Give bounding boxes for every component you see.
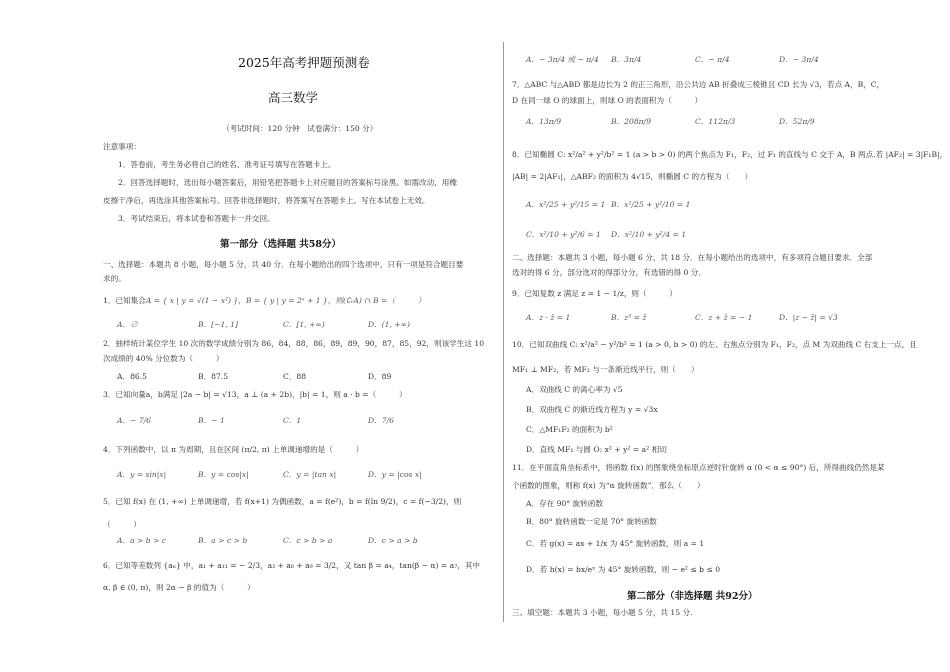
note-3: 3．考试结束后，将本试卷和答题卡一并交回。	[118, 214, 275, 223]
q10-option-a[interactable]: A．双曲线 C 的离心率为 √5	[526, 385, 623, 394]
q6-option-b[interactable]: B．3π/4	[611, 55, 642, 64]
q10-stem-a: 10．已知双曲线 C: x²/a² − y²/b² = 1 (a > 0, b > 0) 的左、右焦点分别为 F₁，F₂，点 M 为双曲线 C 右支上一点，且	[512, 340, 917, 349]
q8-stem-b: |AB| = 2|AF₁|，△ABF₂ 的面积为 4√15，则椭圆 C 的方程为（ ）	[512, 172, 753, 181]
note-1: 1．答卷前，考生务必将自己的姓名、准考证号填写在答题卡上。	[118, 160, 336, 169]
q3-option-b[interactable]: B．− 1	[198, 416, 225, 425]
q6-option-a[interactable]: A．− 3π/4 或 − π/4	[526, 55, 599, 64]
q3-option-c[interactable]: C．1	[283, 416, 302, 425]
q8-option-c[interactable]: C．x²/10 + y²/6 = 1	[526, 230, 601, 239]
q7-option-a[interactable]: A．13π/9	[526, 117, 562, 126]
column-divider	[503, 42, 504, 622]
section-2-intro-a: 二、选择题：本题共 3 小题，每小题 6 分，共 18 分．在每小题给出的选项中，有多项符合题目要求．全部	[512, 253, 873, 262]
q1-option-c[interactable]: C．[1, +∞)	[283, 320, 325, 329]
q3-option-a[interactable]: A．− 7/6	[117, 416, 152, 425]
q10-option-d[interactable]: D．直线 MF₁ 与圆 O: x² + y² = a² 相切	[526, 445, 667, 454]
q10-option-b[interactable]: B．双曲线 C 的渐近线方程为 y = √3x	[526, 405, 658, 414]
q2-option-a[interactable]: A．86.5	[117, 372, 147, 381]
section-3-intro: 三、填空题：本题共 3 小题，每小题 5 分，共 15 分.	[512, 608, 693, 617]
q1-option-a[interactable]: A．∅	[117, 320, 138, 329]
q1-label: 1．已知集合	[103, 296, 146, 305]
q5-option-d[interactable]: D．c > a > b	[368, 536, 418, 545]
q8-option-b[interactable]: B．x²/25 + y²/10 = 1	[611, 200, 691, 209]
q4-option-d[interactable]: D．y = |cos x|	[368, 470, 422, 479]
q11-option-d[interactable]: D．若 h(x) = bx/eˣ 为 45° 旋转函数，则 − e² ≤ b ≤ 0	[526, 565, 721, 574]
q5-option-a[interactable]: A．a > b > c	[117, 536, 167, 545]
q2-stem-a: 2．抽样统计某位学生 10 次的数学成绩分别为 86，84，88，86，89，89，90，87，85，92，则该学生这 10	[103, 339, 485, 348]
q7-option-b[interactable]: B．208π/9	[611, 117, 652, 126]
q4-stem: 4．下列函数中，以 π 为周期，且在区间 (π/2, π) 上单调递增的是（ ）	[103, 445, 364, 454]
q2-option-d[interactable]: D．89	[368, 372, 392, 381]
q6-option-c[interactable]: C．− π/4	[695, 55, 730, 64]
q1-stem	[103, 296, 425, 306]
q9-option-b[interactable]: B．z³ = z̄	[611, 313, 647, 322]
part-2-heading: 第二部分（非选择题 共92分）	[627, 591, 758, 602]
part-1-heading: 第一部分（选择题 共58分）	[220, 239, 342, 250]
q9-stem: 9．已知复数 z 满足 z = 1 − 1/z，则（ ）	[512, 289, 677, 298]
q9-option-d[interactable]: D．|z − z̄| = √3	[779, 313, 838, 322]
section-1-intro-a: 一、选择题：本题共 8 小题，每小题 5 分，共 40 分．在每小题给出的四个选项中，只有一项是符合题目要	[103, 260, 464, 269]
q9-option-c[interactable]: C．z + z̄ = − 1	[695, 313, 753, 322]
q2-option-b[interactable]: B．87.5	[198, 372, 229, 381]
section-1-intro-b: 求的。	[103, 274, 126, 283]
q11-option-b[interactable]: B．80° 旋转函数一定是 70° 旋转函数	[526, 517, 657, 526]
q11-option-c[interactable]: C．若 g(x) = ax + 1/x 为 45° 旋转函数，则 a = 1	[526, 539, 705, 548]
q7-stem-b: D 在同一球 O 的球面上，则球 O 的表面积为（ ）	[512, 96, 703, 105]
q10-stem-b: MF₁ ⊥ MF₂，若 MF₂ 与一条渐近线平行，则（ ）	[512, 365, 699, 374]
section-2-intro-b: 选对的得 6 分，部分选对的得部分分，有选错的得 0 分．	[512, 268, 706, 277]
q5-stem-b: （ ）	[103, 520, 141, 529]
q8-stem-a: 8．已知椭圆 C: x²/a² + y²/b² = 1 (a > b > 0) 的两个焦点为 F₁，F₂，过 F₁ 的直线与 C 交于 A，B 两点.若 |AF₂| = 3|F₁B|，	[512, 150, 948, 159]
exam-info: （考试时间：120 分钟 试卷满分：150 分）	[222, 124, 378, 133]
q1-formula: A = { x | y = √(1 − x²) }，B = { y | y = 2ˣ + 1 }，则(∁ᵣA) ∩ B =（ ）	[145, 296, 426, 305]
q7-option-c[interactable]: C．112π/3	[695, 117, 736, 126]
q6-option-d[interactable]: D．− 3π/4	[779, 55, 819, 64]
q10-option-c[interactable]: C．△MF₁F₂ 的面积为 b²	[526, 425, 613, 434]
q1-option-b[interactable]: B．[−1, 1]	[198, 320, 238, 329]
q11-stem-a: 11．在平面直角坐标系中，将函数 f(x) 的图象绕坐标原点逆时针旋转 α (0 < α ≤ 90°) 后，所得曲线仍然是某	[512, 463, 885, 472]
q3-option-d[interactable]: D．7/6	[368, 416, 394, 425]
q8-option-a[interactable]: A．x²/25 + y²/15 = 1	[526, 200, 606, 209]
q1-option-d[interactable]: D．(1, +∞)	[368, 320, 410, 329]
q7-stem-a: 7．△ABC 与△ABD 都是边长为 2 的正三角形，沿公共边 AB 折叠成三棱锥且 CD 长为 √3，若点 A，B，C，	[512, 80, 885, 89]
notes-title: 注意事项：	[103, 142, 141, 151]
q5-option-b[interactable]: B．a > c > b	[198, 536, 248, 545]
q2-option-c[interactable]: C．88	[283, 372, 307, 381]
q2-stem-b: 次成绩的 40% 分位数为（ ）	[103, 354, 224, 363]
q11-stem-b: 个函数的图象，则称 f(x) 为“α 旋转函数”．那么（ ）	[512, 481, 705, 490]
q9-option-a[interactable]: A．z · z̄ = 1	[526, 313, 571, 322]
note-2a: 2．回答选择题时，选出每小题答案后，用铅笔把答题卡上对应题目的答案标号涂黑。如需改动，用橡	[118, 178, 457, 187]
q7-option-d[interactable]: D．52π/9	[779, 117, 815, 126]
q4-option-c[interactable]: C．y = |tan x|	[283, 470, 337, 479]
q5-stem: 5．已知 f(x) 在 (1, +∞) 上单调递增，若 f(x+1) 为偶函数，a = f(e²)，b = f(ln 9/2)，c = f(−3/2)，则	[103, 497, 462, 506]
q11-option-a[interactable]: A．存在 90° 旋转函数	[526, 499, 603, 508]
q4-option-b[interactable]: B．y = cos|x|	[198, 470, 249, 479]
q8-option-d[interactable]: D．x²/10 + y²/4 = 1	[611, 230, 687, 239]
exam-subtitle: 高三数学	[268, 90, 319, 105]
exam-title: 2025年高考押题预测卷	[238, 55, 370, 70]
q4-option-a[interactable]: A．y = sin|x|	[117, 470, 167, 479]
q3-stem: 3．已知向量a，b满足 |2a − b| = √13，a ⊥ (a + 2b)，|b| = 1，则 a · b =（ ）	[103, 390, 407, 399]
q6-stem-b: α, β ∈ (0, π)，则 2α − β 的值为（ ）	[103, 583, 255, 592]
q5-option-c[interactable]: C．c > b > a	[283, 536, 333, 545]
q6-stem-a: 6．已知等差数列 {aₙ} 中，a₁ + a₁₁ = − 2/3，a₃ + a₆ + a₉ = 3/2，又 tan β = a₄，tan(β − α) = a₇，其中	[103, 561, 481, 570]
note-2b: 皮擦干净后，再选涂其他答案标号。回答非选择题时，将答案写在答题卡上。写在本试卷上无效。	[103, 196, 430, 205]
